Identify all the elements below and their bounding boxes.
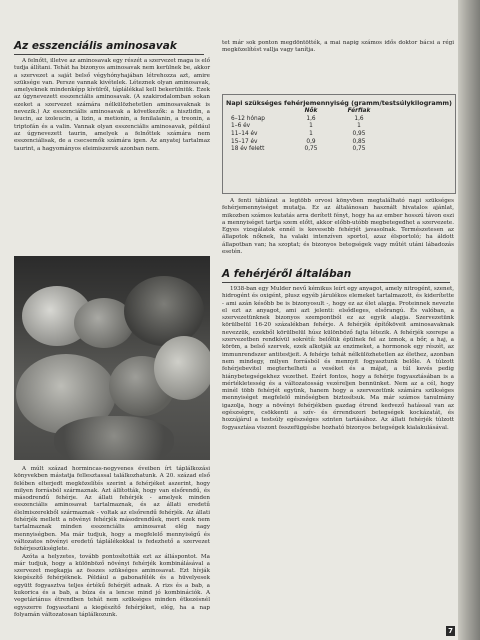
men-cell: 0,85	[352, 138, 366, 145]
protein-requirement-table	[222, 94, 456, 194]
paragraph-continued: tet már sok ponton megdöntötték, a mai napig számos idős doktor bácsi a régi megközelítést vallja vagy tanítja.	[222, 40, 454, 54]
table-title: Napi szükséges fehérjemennyiség (gramm/testsúlykilogramm)	[226, 99, 452, 107]
women-cell: 0,9	[306, 138, 316, 145]
bean-pile-shape	[54, 416, 174, 460]
paragraph-intro: A felnőtt, illetve az aminosavak egy részét a szervezet maga is elő tudja állítani. Tehát ha bizonyos aminosavak nem kerülnek be, akkor a szervezet a saját belső végyhónyhajában létrehozza azt, amire szüksége van. Persze vannak kivételek. Léteznek olyan aminosavak, amelyeknek mindenképp kívülről, táplálékkal kell bekerülniük. Ezek az úgynevezett esszenciális aminosavak. (A szakirodalomban sokan ezeket a szervezet számára nélkülözhetetlen aminosavaknak is nevezik.) Az esszenciális aminosavak a következők: a hisztidin, a leucin, az izoleucin, a lizin, a metionin, a fenilalanin, a treonin, a triptofán és a valin. Vannak olyan esszenciális aminosavak, például az úgynevezett taurin, amelyek a felnőttek számára nem esszenciálisak, de a csecsemők számára igen. Az anyatej tartalmaz taurint, a hagyományos eleimiszerek azonban nem.	[14, 58, 210, 152]
page-number: 7	[446, 626, 455, 636]
right-column-top	[222, 40, 454, 55]
women-cell: 1	[309, 130, 313, 137]
paragraph-historical: A múlt század hormincas-negyvenes éveiben írt táplálkozási könyvekben mástatja fellesztassal találkozhatunk. A 20. század első felében elterjedt megközelítés szerint a fehérjéket aszerint, hogy milyen forrásból származnak. Azt állították, hogy van elsőrendű, és másodrendű fehérje. Az állati fehérjék - amelyek minden esszenciális aminosavat tartalmaznak, és az állati eredetű élelmiszerekből származnak - voltak az elsőrendű fehérjék. Az állati fehérjék mellett a növényi fehérjék másodrendűek, mert ezek nem tartalmaznak minden esszenciális aminosavat elég nagy mennyiségben. Ma már tudjuk, hogy a megfelelő mennyiségű és változatos növényi eredetű táplálékokkal is fedezhető a szervezet fehérjeszükséglete.	[14, 466, 210, 553]
right-column-middle	[222, 198, 454, 256]
age-cell: 6–12 hónap	[231, 115, 265, 122]
age-cell: 1–6 év	[231, 123, 251, 130]
men-cell: 1	[357, 123, 361, 130]
col-header-age	[227, 107, 287, 115]
men-cell: 1,6	[354, 115, 364, 122]
herbs-shape	[124, 276, 204, 346]
col-header-women: Nők	[304, 108, 318, 114]
page-edge	[458, 0, 480, 640]
vegetables-photo	[14, 256, 210, 460]
paragraph-modern: Azóta a helyzetes, tovább pontosították ezt az álláspontot. Ma már tudjuk, hogy a különböző növényi fehérjék kombinálásával a szervezet megkapja az összes szükséges aminosavat. Ezt hívják kiegészítő fehérjéknek. Például a gabonafélék és a hüvelyesek együtt fogyasztva teljes értékű fehérjét adnak. A rizs és a bab, a kukorica és a bab, a búza és a lencse mind jó kombinációk. A vegetáriánus étrendben tehát nem szükséges minden étkezésnél egyszerre fogyasztani a kiegészítő fehérjéket, elég, ha a nap folyamán változatosan táplálkozunk.	[14, 553, 210, 618]
paragraph-table-explanation: A fenti táblázat a legtöbb orvosi könyvben megtalálható napi szükséges fehérjemennyiséget mutatja. Ez az általánosan használt hivatalos ajánlat, mikozben számos kutatás arra derített fényt, hogy ha az ember hosszú távon eszi a mennyiséget tartja szem előtt, akkor előbb-utóbb megbetegedhet a szervezete. Egyes vizsgálatok ennél is kevesebb fehérjét javasolnak. Természetesen az állapotok nőknek, ha valaki intenzíven sportol, azaz élsportoló; ha áldott állapotban van; ha szoptat; és bizonyos betegségek vagy műtét utáni lábadozás esetén.	[222, 198, 454, 256]
men-cell: 0,95	[352, 130, 366, 137]
table-row	[227, 130, 383, 138]
table-row	[227, 138, 383, 146]
age-cell: 18 év felett	[231, 146, 265, 153]
col-header-men: Férfiak	[347, 108, 371, 114]
section-title-essential-amino-acids: Az esszenciális aminosavak	[14, 40, 204, 55]
men-cell: 0,75	[352, 146, 366, 153]
squash-shape	[154, 336, 210, 400]
table-row	[227, 123, 383, 131]
women-cell: 0,75	[304, 146, 318, 153]
section-title-protein-general: A fehérjéről általában	[222, 268, 450, 283]
right-column-bottom	[222, 286, 454, 432]
women-cell: 1,6	[306, 115, 316, 122]
age-cell: 15–17 év	[231, 138, 258, 145]
paragraph-protein-history: 1938-ban egy Mulder nevű kémikus leírt egy anyagot, amely nitrogént, szenet, hidrogént és oxigént, plusz egyéb járulékos elemeket tartalmazott, és kiderítette - ami azán később be is bizonyosult -, hogy ez az élet alapja. Proteinnek nevezte el ezt az anyagot, ami azt jelenti: elsődleges, elsőrangú. És valóban, a szervezetünknek bizonyos szempontból ez az egyik alapja. Szervezetünk körülbelül 16-20 százalékban fehérje. A fehérjék építőköveit aminosavaknak nevezzük, ezekből körülbelül húsz különböző fajta létezik. A fehérjék szerepe a szervezetben rendkívül sokrétű: belőlük épülnek fel az izmok, a bőr, a haj, a köröm, a belső szervek, ezek alkotják az enzimeket, a hormonok egy részét, az immunrendszer antitestjeit. A fehérje tehát nélkülözhetetlen az élethez, azonban nem mindegy, milyen forrásból és mennyit fogyasztunk belőle. A túlzott fehérjebevitel megterhelheti a veséket és a májat, a túl kevés pedig hiánybetegségekhez vezethet. Ezért fontos, hogy a fehérje fogyasztásában is a mértékletesség és a változatosság vezéreljen bennünket. Nem az a cél, hogy minél több fehérjét együnk, hanem hogy a szervezetünk számára szükséges mennyiséget megfelelő minőségben biztosítsuk. Ma már számos tanulmány igazolja, hogy a növényi fehérjékben gazdag étrend kedvező hatással van az egészségre, csökkenti a szív- és érrendszeri betegségek kockázatát, és hozzájárul a testsúly egészséges szinten tartásához. Az állati fehérjék túlzott fogyasztása viszont összefüggésbe hozható bizonyos betegségek kialakulásával.	[222, 286, 454, 431]
table-header-row	[227, 107, 383, 115]
left-column-top	[14, 58, 210, 153]
table-row	[227, 145, 383, 153]
women-cell: 1	[309, 123, 313, 130]
age-cell: 11–14 év	[231, 130, 258, 137]
table-row	[227, 115, 383, 123]
data-table	[227, 107, 383, 153]
left-column-bottom	[14, 466, 210, 619]
